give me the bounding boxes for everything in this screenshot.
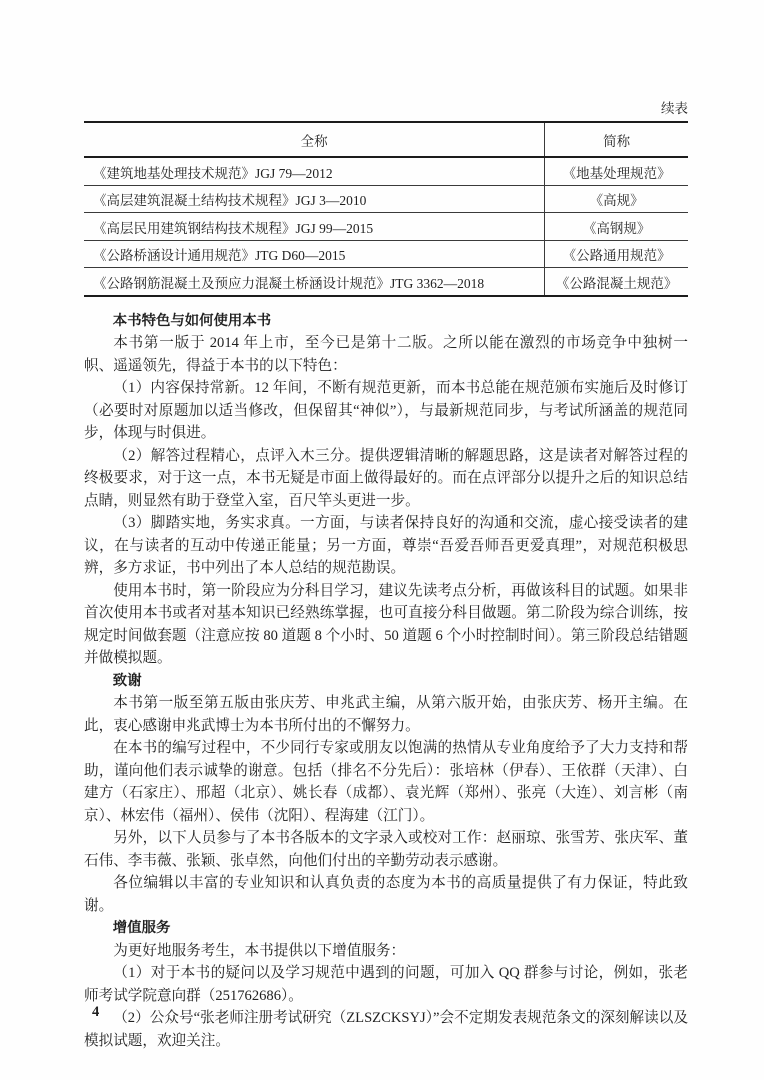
column-header-short-name: 简称 [545, 122, 688, 157]
table-continued-label: 续表 [661, 101, 688, 116]
column-header-full-name: 全称 [84, 122, 545, 157]
codes-table-body [84, 157, 688, 296]
body-paragraph: 另外，以下人员参与了本书各版本的文字录入或校对工作：赵丽琼、张雪芳、张庆军、董石伟、李韦薇、张颖、张卓然，向他们付出的辛勤劳动表示感谢。 [84, 830, 688, 869]
full-name-cell: 《公路钢筋混凝土及预应力混凝土桥涵设计规范》JTG 3362—2018 [84, 268, 545, 296]
table-row [84, 157, 688, 185]
table-row [84, 240, 688, 268]
body-paragraph: （1）对于本书的疑问以及学习规范中遇到的问题，可加入 QQ 群参与讨论，例如，张老师考试学院意向群（251762686）。 [84, 965, 688, 1004]
table-row [84, 268, 688, 296]
full-name-cell: 《高层建筑混凝土结构技术规程》JGJ 3—2010 [84, 185, 545, 213]
body-paragraph: 为更好地服务考生，本书提供以下增值服务： [113, 942, 406, 959]
section-heading: 本书特色与如何使用本书 [112, 312, 272, 329]
body-paragraph: （1）内容保持常新。12 年间，不断有规范更新，而本书总能在规范颁布实施后及时修订（必要时对原题加以适当修改，但保留其“神似”），与最新规范同步，与考试所涵盖的规范同步，体现与时俱进。 [84, 380, 688, 441]
full-name-cell: 《公路桥涵设计通用规范》JTG D60—2015 [84, 240, 545, 268]
section-heading: 增值服务 [112, 920, 171, 936]
body-paragraph: 本书第一版至第五版由张庆芳、申兆武主编，从第六版开始，由张庆芳、杨开主编。在此，衷心感谢申兆武博士为本书所付出的不懈努力。 [84, 695, 688, 734]
body-paragraph: （2）公众号“张老师注册考试研究（ZLSZCKSYJ）”会不定期发表规范条文的深刻解读以及模拟试题，欢迎关注。 [84, 1010, 688, 1049]
short-name-cell: 《高规》 [545, 185, 688, 213]
body-paragraph: 各位编辑以丰富的专业知识和认真负责的态度为本书的高质量提供了有力保证，特此致谢。 [84, 875, 688, 914]
table-row [84, 185, 688, 213]
short-name-cell: 《公路混凝土规范》 [545, 268, 688, 296]
body-paragraph: 使用本书时，第一阶段应为分科目学习，建议先读考点分析，再做该科目的试题。如果非首次使用本书或者对基本知识已经熟练掌握，也可直接分科目做题。第二阶段为综合训练，按规定时间做套题（注意应按 80 道题 8 个小时、50 道题 6 个小时控制时间）。第三阶段总结错题并做模拟题。 [84, 582, 688, 666]
short-name-cell: 《高钢规》 [545, 213, 688, 241]
table-header-row [84, 122, 688, 157]
body-paragraph: （2）解答过程精心，点评入木三分。提供逻辑清晰的解题思路，这是读者对解答过程的终极要求，对于这一点，本书无疑是市面上做得最好的。而在点评部分以提升之后的知识总结点睛，则显然有助于登堂入室，百尺竿头更进一步。 [84, 447, 688, 509]
short-name-cell: 《地基处理规范》 [562, 165, 671, 181]
full-name-cell: 《建筑地基处理技术规范》JGJ 79—2012 [84, 157, 545, 185]
table-row [84, 213, 688, 241]
body-paragraph: 本书第一版于 2014 年上市，至今已是第十二版。之所以能在激烈的市场竞争中独树一帜、遥遥领先，得益于本书的以下特色： [84, 335, 688, 374]
page-content [84, 0, 688, 1052]
sections-container [84, 310, 688, 1053]
page-number: 4 [92, 1004, 100, 1020]
full-name-cell: 《高层民用建筑钢结构技术规程》JGJ 99—2015 [84, 213, 545, 241]
codes-table [84, 121, 688, 297]
body-paragraph: （3）脚踏实地，务实求真。一方面，与读者保持良好的沟通和交流，虚心接受读者的建议，在与读者的互动中传递正能量；另一方面，尊崇“吾爱吾师吾更爱真理”，对规范积极思辨，多方求证，书中列出了本人总结的规范勘误。 [84, 515, 688, 576]
body-paragraph: 在本书的编写过程中，不少同行专家或朋友以饱满的热情从专业角度给予了大力支持和帮助，谨向他们表示诚挚的谢意。包括（排名不分先后）：张培林（伊春）、王依群（天津）、白建方（石家庄）、邢超（北京）、姚长春（成都）、袁光辉（郑州）、张亮（大连）、刘言彬（南京）、林宏伟（福州）、侯伟（沈阳）、程海建（江门）。 [84, 740, 688, 824]
section-heading: 致谢 [112, 672, 142, 689]
short-name-cell: 《公路通用规范》 [545, 240, 688, 268]
